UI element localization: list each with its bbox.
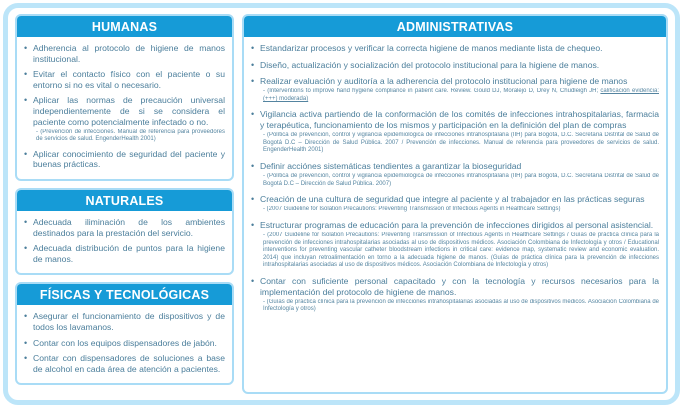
citation-text: - (2007 Guideline for Isolation Precautions: Preventing Transmission of Infectious Agents in Healthcare Settings / Guías de práctica clínica para la prevención de infecciones intrahospitalarias asociadas al uso de dispositivos médicos. Asociación Colombiana de Infectología y otros / Educational interventions for preventing vascular catheter bloodstream infections in critical care: evidence map, systematic review and economic evaluation. 2014) que incluyan retroalimentación en torno a la adecuada higiene de manos. (Guías de práctica clínica para la prevención de infecciones intrahospitalarias asociadas al uso de dispositivos médicos. Asociación Colombiana de Infectología y otros) xyxy=(263,232,659,269)
list-item xyxy=(251,43,659,54)
section-box xyxy=(15,188,234,275)
section-items xyxy=(17,305,232,383)
section-items xyxy=(17,37,232,179)
section-header xyxy=(17,284,232,305)
citation-text: - (2007 Guideline for Isolation Precautions: Preventing Transmission of Infectious Agents in Healthcare Settings) xyxy=(263,206,561,213)
item-text: Contar con suficiente personal capacitado y con la tecnología y recursos necesarios para la implementación del protocolo de higiene de manos. xyxy=(260,275,659,297)
item-text: Creación de una cultura de seguridad que integre al paciente y al trabajador en las prácticas seguras xyxy=(260,194,645,205)
citation-text: - (Interventions to improve hand hygiene compliance in patient care. Review. Gould DJ, Moralejo D, Drey N, Chudleigh JH; xyxy=(263,88,601,95)
panel-right xyxy=(242,14,668,394)
list-item xyxy=(251,76,659,103)
list-item xyxy=(251,220,659,270)
item-citation xyxy=(260,173,659,188)
evidence-rating-link[interactable]: calificación evidencia: (+++) moderada) xyxy=(263,88,659,102)
citation-text: - (Guías de práctica clínica para la prevención de infecciones intrahospitalarias asociadas al uso de dispositivos médicos. Asociación Colombiana de Infectología y otros) xyxy=(263,298,659,313)
citation-text: - (Política de prevención, control y vigilancia epidemiológica de infecciones intrahospitalaria (IIH) para Bogotá, D.C. Secretaria Distrital de Salud de Bogotá D.C – Dirección de Salud Pública. 2007 / Prevención de infecciones. Manual de referencia para proveedores de servicios de salud. EngenderHealth 2001) xyxy=(263,132,659,154)
section-title: HUMANAS xyxy=(91,20,158,34)
list-item xyxy=(251,194,659,214)
section-items xyxy=(244,37,666,324)
item-citation xyxy=(260,132,659,155)
item-text: Aplicar las normas de precaución universal independientemente de si se considera el paciente como potencialmente infectado o no. xyxy=(33,95,225,127)
item-text: Aplicar conocimiento de seguridad del paciente y buenas prácticas. xyxy=(33,148,225,170)
item-text: Estandarizar procesos y verificar la correcta higiene de manos mediante lista de chequeo. xyxy=(260,43,603,53)
list-item xyxy=(251,109,659,154)
list-item xyxy=(24,353,225,374)
list-item xyxy=(24,43,225,64)
item-text: Contar con los equipos dispensadores de jabón. xyxy=(33,337,217,348)
section-box xyxy=(15,14,234,181)
item-citation xyxy=(33,129,225,144)
list-item xyxy=(24,149,225,170)
item-text: Estructurar programas de educación para la prevención de infecciones dirigidos al personal asistencial. xyxy=(260,219,654,230)
list-item xyxy=(24,311,225,332)
list-item xyxy=(251,161,659,188)
item-citation xyxy=(260,299,659,314)
item-text: Adherencia al protocolo de higiene de manos institucional. xyxy=(33,43,225,64)
section-box xyxy=(15,282,234,385)
section-header xyxy=(244,16,666,37)
item-text: Asegurar el funcionamiento de dispositivos y de todos los lavamanos. xyxy=(33,311,225,332)
list-item xyxy=(251,60,659,71)
item-text: Adecuada iliminación de los ambientes destinados para la prestación del servicio. xyxy=(33,217,225,238)
citation-text: - (Política de prevención, control y vigilancia epidemiológica de infecciones intrahospitalaria (IIH) para Bogotá, D.C. Secretaria Distrital de Salud de Bogotá D.C – Dirección de Salud Pública. 2007) xyxy=(263,173,659,187)
item-text: Contar con dispensadores de soluciones a base de alcohol en cada área de atención a pacientes. xyxy=(33,353,225,374)
section-box xyxy=(242,14,668,394)
item-text: Definir acciónes sistemáticas tendientes a garantizar la bioseguridad xyxy=(260,160,522,171)
document-frame xyxy=(3,3,680,405)
section-header xyxy=(17,16,232,37)
item-citation xyxy=(260,88,659,103)
list-item xyxy=(24,338,225,349)
list-item xyxy=(24,69,225,90)
panel-left xyxy=(15,14,234,394)
item-text: Realizar evaluación y auditoría a la adherencia del protocolo institucional para higiene de manos xyxy=(260,76,628,87)
section-header xyxy=(17,190,232,211)
section-items xyxy=(17,211,232,273)
citation-text: - (Prevención de infecciones. Manual de referencia para proveedores de servicios de salud. EngenderHealth 2001) xyxy=(36,128,225,143)
section-title: NATURALES xyxy=(85,194,164,209)
section-title: FÍSICAS Y TECNOLÓGICAS xyxy=(39,288,210,303)
item-text: Diseño, actualización y socialización del protocolo institucional para la higiene de manos. xyxy=(260,59,600,70)
list-item xyxy=(24,217,225,238)
item-text: Adecuada distribución de puntos para la higiene de manos. xyxy=(33,243,225,264)
item-citation xyxy=(260,232,659,270)
list-item xyxy=(251,276,659,314)
list-item xyxy=(24,95,225,143)
item-text: Vigilancia activa partiendo de la conformación de los comités de infecciones intrahospitalarias, farmacia y terapéutica, funcionamiento de los mismos y participación en la definición del plan de compras xyxy=(260,109,659,131)
list-item xyxy=(24,243,225,264)
section-title: ADMINISTRATIVAS xyxy=(396,20,514,34)
item-citation xyxy=(260,206,659,214)
item-text: Evitar el contacto físico con el paciente o su entorno si no es vital o necesario. xyxy=(33,69,225,90)
